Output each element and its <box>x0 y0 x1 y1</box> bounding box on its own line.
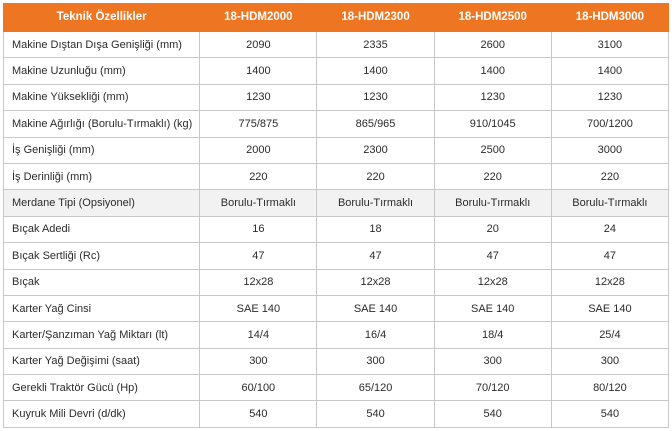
column-header-model-3: 18-HDM2500 <box>434 4 551 32</box>
row-value: 775/875 <box>200 111 317 137</box>
row-value: 60/100 <box>200 375 317 401</box>
row-value: Borulu-Tırmaklı <box>200 190 317 216</box>
row-label: Bıçak Sertliği (Rc) <box>4 243 200 269</box>
row-value: 18/4 <box>434 322 551 348</box>
row-label: Bıçak Adedi <box>4 216 200 242</box>
row-value: 1400 <box>200 58 317 84</box>
row-value: 540 <box>200 401 317 427</box>
row-value: 220 <box>434 163 551 189</box>
row-value: 47 <box>317 243 434 269</box>
row-value: 300 <box>200 348 317 374</box>
row-value: 12x28 <box>317 269 434 295</box>
column-header-model-2: 18-HDM2300 <box>317 4 434 32</box>
row-value: 2500 <box>434 137 551 163</box>
row-value: 16/4 <box>317 322 434 348</box>
row-value: Borulu-Tırmaklı <box>434 190 551 216</box>
row-value: 300 <box>317 348 434 374</box>
table-row <box>4 32 669 58</box>
row-value: 3100 <box>551 32 668 58</box>
row-value: 20 <box>434 216 551 242</box>
table-header <box>4 4 669 32</box>
row-value: 1230 <box>551 84 668 110</box>
row-value: 24 <box>551 216 668 242</box>
row-value: 220 <box>200 163 317 189</box>
row-value: 12x28 <box>200 269 317 295</box>
table-row <box>4 163 669 189</box>
row-label: Kuyruk Mili Devri (d/dk) <box>4 401 200 427</box>
table-row <box>4 137 669 163</box>
row-value: 80/120 <box>551 375 668 401</box>
row-value: Borulu-Tırmaklı <box>317 190 434 216</box>
row-value: 1400 <box>317 58 434 84</box>
row-value: SAE 140 <box>434 295 551 321</box>
row-value: 2335 <box>317 32 434 58</box>
row-value: 18 <box>317 216 434 242</box>
row-value: Borulu-Tırmaklı <box>551 190 668 216</box>
row-label: Makine Uzunluğu (mm) <box>4 58 200 84</box>
row-value: 1230 <box>434 84 551 110</box>
row-value: 14/4 <box>200 322 317 348</box>
row-label: Karter Yağ Cinsi <box>4 295 200 321</box>
row-value: 47 <box>200 243 317 269</box>
row-value: 65/120 <box>317 375 434 401</box>
row-value: 3000 <box>551 137 668 163</box>
row-label: Karter Yağ Değişimi (saat) <box>4 348 200 374</box>
row-label: Makine Ağırlığı (Borulu-Tırmaklı) (kg) <box>4 111 200 137</box>
row-value: 540 <box>317 401 434 427</box>
row-value: 2300 <box>317 137 434 163</box>
row-value: 220 <box>551 163 668 189</box>
column-header-model-1: 18-HDM2000 <box>200 4 317 32</box>
row-value: SAE 140 <box>200 295 317 321</box>
row-value: 12x28 <box>551 269 668 295</box>
row-label: Bıçak <box>4 269 200 295</box>
row-value: 16 <box>200 216 317 242</box>
row-label: Merdane Tipi (Opsiyonel) <box>4 190 200 216</box>
table-row <box>4 348 669 374</box>
table-row <box>4 295 669 321</box>
table-row <box>4 375 669 401</box>
row-value: SAE 140 <box>317 295 434 321</box>
table-row <box>4 84 669 110</box>
row-value: 540 <box>434 401 551 427</box>
row-value: 70/120 <box>434 375 551 401</box>
table-row <box>4 269 669 295</box>
row-value: 220 <box>317 163 434 189</box>
row-value: 300 <box>551 348 668 374</box>
row-value: 47 <box>551 243 668 269</box>
table-body <box>4 32 669 428</box>
column-header-model-4: 18-HDM3000 <box>551 4 668 32</box>
table-row <box>4 243 669 269</box>
row-label: Karter/Şanzıman Yağ Miktarı (lt) <box>4 322 200 348</box>
row-value: 700/1200 <box>551 111 668 137</box>
row-label: İş Derinliği (mm) <box>4 163 200 189</box>
column-header-spec-name: Teknik Özellikler <box>4 4 200 32</box>
table-row <box>4 401 669 427</box>
technical-specifications-table <box>3 3 669 428</box>
table-row <box>4 190 669 216</box>
table-row <box>4 111 669 137</box>
row-label: Gerekli Traktör Gücü (Hp) <box>4 375 200 401</box>
row-value: 2000 <box>200 137 317 163</box>
row-value: 47 <box>434 243 551 269</box>
row-value: 910/1045 <box>434 111 551 137</box>
row-value: 1400 <box>434 58 551 84</box>
table-header-row <box>4 4 669 32</box>
row-value: 25/4 <box>551 322 668 348</box>
table-row <box>4 58 669 84</box>
row-value: 2600 <box>434 32 551 58</box>
table-row <box>4 322 669 348</box>
row-value: 540 <box>551 401 668 427</box>
row-value: SAE 140 <box>551 295 668 321</box>
row-label: Makine Yüksekliği (mm) <box>4 84 200 110</box>
row-value: 865/965 <box>317 111 434 137</box>
row-value: 300 <box>434 348 551 374</box>
row-value: 1230 <box>317 84 434 110</box>
row-label: Makine Dıştan Dışa Genişliği (mm) <box>4 32 200 58</box>
row-value: 1230 <box>200 84 317 110</box>
table-row <box>4 216 669 242</box>
row-value: 12x28 <box>434 269 551 295</box>
row-value: 1400 <box>551 58 668 84</box>
row-label: İş Genişliği (mm) <box>4 137 200 163</box>
row-value: 2090 <box>200 32 317 58</box>
